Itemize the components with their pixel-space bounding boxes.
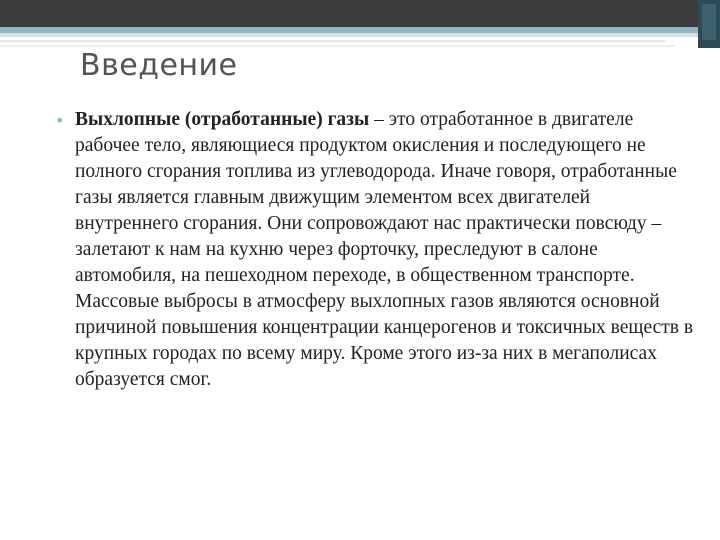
header-dark-band [0,0,720,27]
body-text: – это отработанное в двигателе рабочее тело, являющиеся продуктом окисления и последующего не полного сгорания топлива из углеводорода. Иначе говоря, отработанные газы является главным движущим элементом всех двигателей внутреннего сгорания. Они сопровождают нас практически повсюду – залетают к нам на кухню через форточку, преследуют в салоне автомобиля, на пешеходном переходе, в общественном транспорте. Массовые выбросы в атмосферу выхлопных газов являются основной причиной повышения концентрации канцерогенов и токсичных веществ в крупных городах по всему миру. Кроме этого из-за них в мегаполисах образуется смог. [75,109,694,390]
header-rule-line [0,40,665,42]
slide-title: Введение [80,48,238,83]
slide-body [55,107,695,393]
corner-accent-inner [702,4,716,40]
header-light-band [0,33,720,37]
key-term: Выхлопные (отработанные) газы [75,109,370,130]
body-paragraph [75,107,695,393]
bullet-icon: • [55,111,65,130]
